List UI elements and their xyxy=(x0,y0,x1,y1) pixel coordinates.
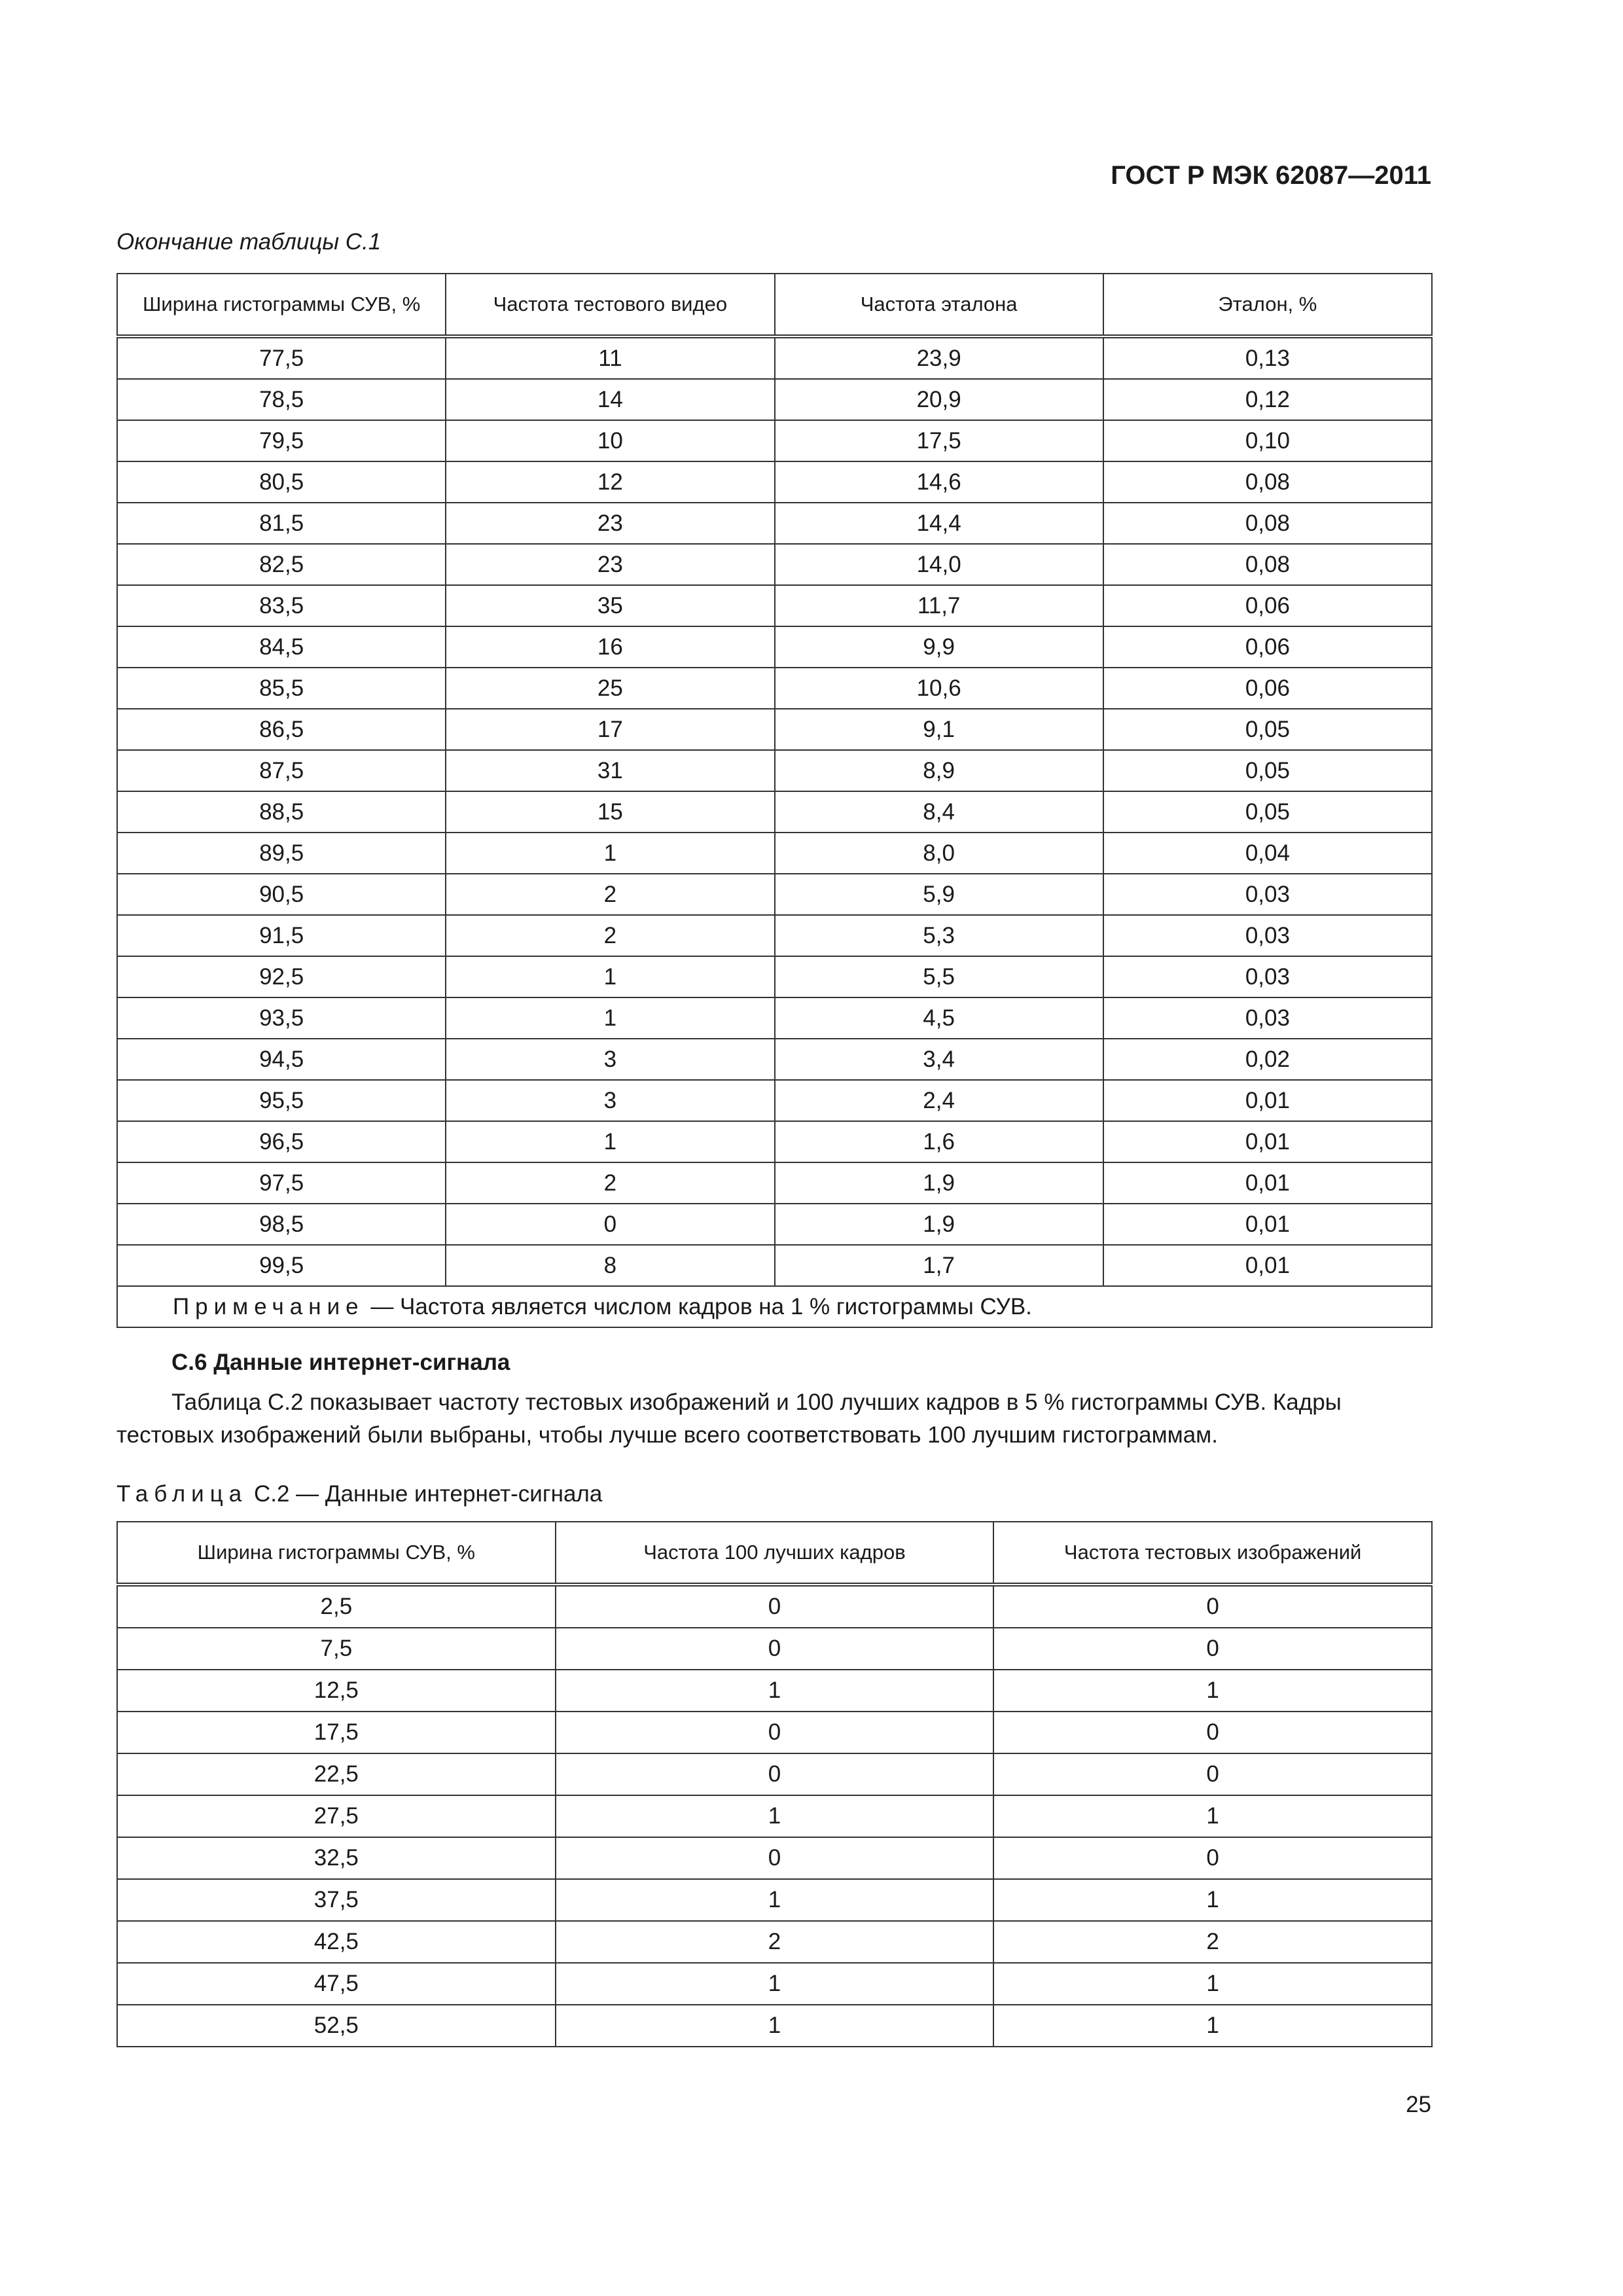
table-cell: 37,5 xyxy=(117,1879,556,1921)
table-cell: 1 xyxy=(556,1795,994,1837)
table-cell: 8,0 xyxy=(775,833,1103,874)
table-row xyxy=(117,461,1432,503)
table-cell: 80,5 xyxy=(117,461,446,503)
section-paragraph: Таблица С.2 показывает частоту тестовых изображений и 100 лучших кадров в 5 % гистограммы СУВ. Кадры тестовых изображений были выбраны, чтобы лучше всего соответствовать 100 лучшим гистограммам. xyxy=(116,1390,1342,1448)
table-c2-body xyxy=(117,1585,1432,2047)
table-cell: 0 xyxy=(446,1204,774,1245)
section-heading: С.6 Данные интернет-сигнала xyxy=(171,1350,510,1375)
table-cell: 1,7 xyxy=(775,1245,1103,1286)
table-cell: 0,05 xyxy=(1103,709,1432,750)
table-row xyxy=(117,1712,1432,1753)
table-cell: 0,01 xyxy=(1103,1080,1432,1121)
table-cell: 0,04 xyxy=(1103,833,1432,874)
table-cell: 1 xyxy=(993,1670,1432,1712)
table-cell: 0,13 xyxy=(1103,336,1432,379)
table-row xyxy=(117,668,1432,709)
table-cell: 0,01 xyxy=(1103,1204,1432,1245)
table-row xyxy=(117,544,1432,585)
table-cell: 42,5 xyxy=(117,1921,556,1963)
table-cell: 1 xyxy=(556,2005,994,2047)
table-cell: 5,5 xyxy=(775,956,1103,997)
table-cell: 2 xyxy=(446,874,774,915)
table-cell: 23 xyxy=(446,544,774,585)
table-cell: 23,9 xyxy=(775,336,1103,379)
table-row xyxy=(117,336,1432,379)
table-cell: 0,08 xyxy=(1103,461,1432,503)
table-cell: 77,5 xyxy=(117,336,446,379)
table-cell: 3 xyxy=(446,1080,774,1121)
table-cell: 2 xyxy=(556,1921,994,1963)
table-cell: 14 xyxy=(446,379,774,420)
table-cell: 5,3 xyxy=(775,915,1103,956)
table-cell: 1 xyxy=(446,997,774,1039)
table-cell: 1 xyxy=(993,1795,1432,1837)
table-cell: 0 xyxy=(993,1628,1432,1670)
table-cell: 86,5 xyxy=(117,709,446,750)
table-cell: 11,7 xyxy=(775,585,1103,626)
table-cell: 1,6 xyxy=(775,1121,1103,1162)
table-cell: 82,5 xyxy=(117,544,446,585)
table-cell: 0,03 xyxy=(1103,915,1432,956)
table-cell: 1 xyxy=(993,1963,1432,2005)
table-cell: 1 xyxy=(556,1963,994,2005)
table-cell: 87,5 xyxy=(117,750,446,791)
table-row xyxy=(117,956,1432,997)
table-row xyxy=(117,420,1432,461)
table-cell: 1 xyxy=(993,1879,1432,1921)
table-row xyxy=(117,379,1432,420)
table-row xyxy=(117,1753,1432,1795)
table-row xyxy=(117,709,1432,750)
table-row xyxy=(117,626,1432,668)
table-row xyxy=(117,1628,1432,1670)
table-cell: 89,5 xyxy=(117,833,446,874)
column-header: Частота эталона xyxy=(775,274,1103,336)
table-row xyxy=(117,1121,1432,1162)
table-row xyxy=(117,585,1432,626)
table-cell: 32,5 xyxy=(117,1837,556,1879)
table-header-row xyxy=(117,274,1432,336)
table-cell: 95,5 xyxy=(117,1080,446,1121)
table-c2-caption xyxy=(116,1481,602,1507)
table-cell: 0,03 xyxy=(1103,956,1432,997)
table-cell: 84,5 xyxy=(117,626,446,668)
table-cell: 8,9 xyxy=(775,750,1103,791)
table-cell: 78,5 xyxy=(117,379,446,420)
table-cell: 1 xyxy=(446,1121,774,1162)
table-header-row xyxy=(117,1522,1432,1585)
table-row xyxy=(117,791,1432,833)
table-cell: 1,9 xyxy=(775,1162,1103,1204)
table-cell: 0 xyxy=(993,1837,1432,1879)
table-cell: 0,08 xyxy=(1103,544,1432,585)
column-header: Частота 100 лучших кадров xyxy=(556,1522,994,1585)
table-cell: 0,03 xyxy=(1103,997,1432,1039)
table-cell: 0,01 xyxy=(1103,1121,1432,1162)
table-cell: 7,5 xyxy=(117,1628,556,1670)
table-cell: 15 xyxy=(446,791,774,833)
table-c1-body xyxy=(117,336,1432,1286)
table-row xyxy=(117,1204,1432,1245)
table-cell: 23 xyxy=(446,503,774,544)
table-cell: 1 xyxy=(446,833,774,874)
page-number: 25 xyxy=(1406,2092,1431,2117)
table-cell: 2,4 xyxy=(775,1080,1103,1121)
table-cell: 20,9 xyxy=(775,379,1103,420)
table-c1 xyxy=(116,273,1433,1328)
table-c1-caption: Окончание таблицы С.1 xyxy=(116,229,382,255)
table-cell: 0,06 xyxy=(1103,626,1432,668)
table-cell: 52,5 xyxy=(117,2005,556,2047)
table-cell: 1 xyxy=(556,1670,994,1712)
table-cell: 5,9 xyxy=(775,874,1103,915)
table-cell: 0,06 xyxy=(1103,585,1432,626)
table-c2 xyxy=(116,1521,1433,2047)
table-cell: 2 xyxy=(446,1162,774,1204)
table-cell: 0 xyxy=(993,1712,1432,1753)
table-row xyxy=(117,997,1432,1039)
table-cell: 3,4 xyxy=(775,1039,1103,1080)
table-cell: 9,1 xyxy=(775,709,1103,750)
table-cell: 14,0 xyxy=(775,544,1103,585)
table-cell: 81,5 xyxy=(117,503,446,544)
table-cell: 0,01 xyxy=(1103,1162,1432,1204)
table-cell: 2 xyxy=(446,915,774,956)
table-cell: 16 xyxy=(446,626,774,668)
column-header: Ширина гистограммы СУВ, % xyxy=(117,274,446,336)
table-cell: 0,12 xyxy=(1103,379,1432,420)
table-row xyxy=(117,1963,1432,2005)
table-cell: 1 xyxy=(446,956,774,997)
table-note-row xyxy=(117,1286,1432,1327)
table-cell: 0 xyxy=(556,1712,994,1753)
table-row xyxy=(117,750,1432,791)
table-cell: 99,5 xyxy=(117,1245,446,1286)
table-cell: 96,5 xyxy=(117,1121,446,1162)
table-cell: 94,5 xyxy=(117,1039,446,1080)
table-cell: 14,4 xyxy=(775,503,1103,544)
table-c2-caption-text: С.2 — Данные интернет-сигнала xyxy=(247,1481,603,1507)
table-cell: 0 xyxy=(556,1628,994,1670)
table-row xyxy=(117,833,1432,874)
standard-designation: ГОСТ Р МЭК 62087—2011 xyxy=(1111,161,1431,190)
table-cell: 2,5 xyxy=(117,1585,556,1628)
table-cell: 17,5 xyxy=(775,420,1103,461)
table-cell: 0,05 xyxy=(1103,750,1432,791)
table-row xyxy=(117,1245,1432,1286)
table-cell: 8 xyxy=(446,1245,774,1286)
table-cell: 1,9 xyxy=(775,1204,1103,1245)
table-cell: 0 xyxy=(556,1753,994,1795)
table-row xyxy=(117,874,1432,915)
table-cell: 0 xyxy=(993,1753,1432,1795)
table-cell: 4,5 xyxy=(775,997,1103,1039)
table-cell: 12 xyxy=(446,461,774,503)
table-cell: 2 xyxy=(993,1921,1432,1963)
table-cell: 8,4 xyxy=(775,791,1103,833)
table-cell: 0 xyxy=(556,1837,994,1879)
table-cell: 31 xyxy=(446,750,774,791)
table-note xyxy=(117,1286,1432,1327)
table-cell: 97,5 xyxy=(117,1162,446,1204)
table-cell: 9,9 xyxy=(775,626,1103,668)
table-row xyxy=(117,1080,1432,1121)
table-c2-caption-label: Таблица xyxy=(116,1481,248,1507)
table-row xyxy=(117,915,1432,956)
table-cell: 0,05 xyxy=(1103,791,1432,833)
table-cell: 17 xyxy=(446,709,774,750)
column-header: Частота тестового видео xyxy=(446,274,774,336)
table-cell: 10,6 xyxy=(775,668,1103,709)
table-cell: 25 xyxy=(446,668,774,709)
table-cell: 92,5 xyxy=(117,956,446,997)
table-cell: 0,06 xyxy=(1103,668,1432,709)
table-row xyxy=(117,1837,1432,1879)
table-cell: 0,03 xyxy=(1103,874,1432,915)
table-cell: 93,5 xyxy=(117,997,446,1039)
table-row xyxy=(117,503,1432,544)
table-row xyxy=(117,1162,1432,1204)
table-cell: 10 xyxy=(446,420,774,461)
table-cell: 0,10 xyxy=(1103,420,1432,461)
column-header: Частота тестовых изображений xyxy=(993,1522,1432,1585)
table-row xyxy=(117,1879,1432,1921)
table-cell: 0,02 xyxy=(1103,1039,1432,1080)
table-cell: 91,5 xyxy=(117,915,446,956)
table-cell: 0 xyxy=(556,1585,994,1628)
table-row xyxy=(117,1039,1432,1080)
table-cell: 0 xyxy=(993,1585,1432,1628)
table-cell: 35 xyxy=(446,585,774,626)
note-label: Примечание xyxy=(173,1293,365,1319)
table-cell: 1 xyxy=(556,1879,994,1921)
table-cell: 88,5 xyxy=(117,791,446,833)
table-cell: 85,5 xyxy=(117,668,446,709)
table-cell: 47,5 xyxy=(117,1963,556,2005)
table-cell: 1 xyxy=(993,2005,1432,2047)
table-cell: 12,5 xyxy=(117,1670,556,1712)
table-cell: 90,5 xyxy=(117,874,446,915)
table-row xyxy=(117,1921,1432,1963)
table-cell: 83,5 xyxy=(117,585,446,626)
table-cell: 3 xyxy=(446,1039,774,1080)
table-cell: 0,01 xyxy=(1103,1245,1432,1286)
column-header: Эталон, % xyxy=(1103,274,1432,336)
table-row xyxy=(117,1585,1432,1628)
table-row xyxy=(117,1795,1432,1837)
table-cell: 22,5 xyxy=(117,1753,556,1795)
column-header: Ширина гистограммы СУВ, % xyxy=(117,1522,556,1585)
table-cell: 17,5 xyxy=(117,1712,556,1753)
table-cell: 79,5 xyxy=(117,420,446,461)
table-row xyxy=(117,2005,1432,2047)
table-cell: 11 xyxy=(446,336,774,379)
note-text: — Частота является числом кадров на 1 % гистограммы СУВ. xyxy=(364,1293,1032,1319)
table-row xyxy=(117,1670,1432,1712)
table-cell: 14,6 xyxy=(775,461,1103,503)
table-cell: 98,5 xyxy=(117,1204,446,1245)
table-cell: 27,5 xyxy=(117,1795,556,1837)
table-cell: 0,08 xyxy=(1103,503,1432,544)
